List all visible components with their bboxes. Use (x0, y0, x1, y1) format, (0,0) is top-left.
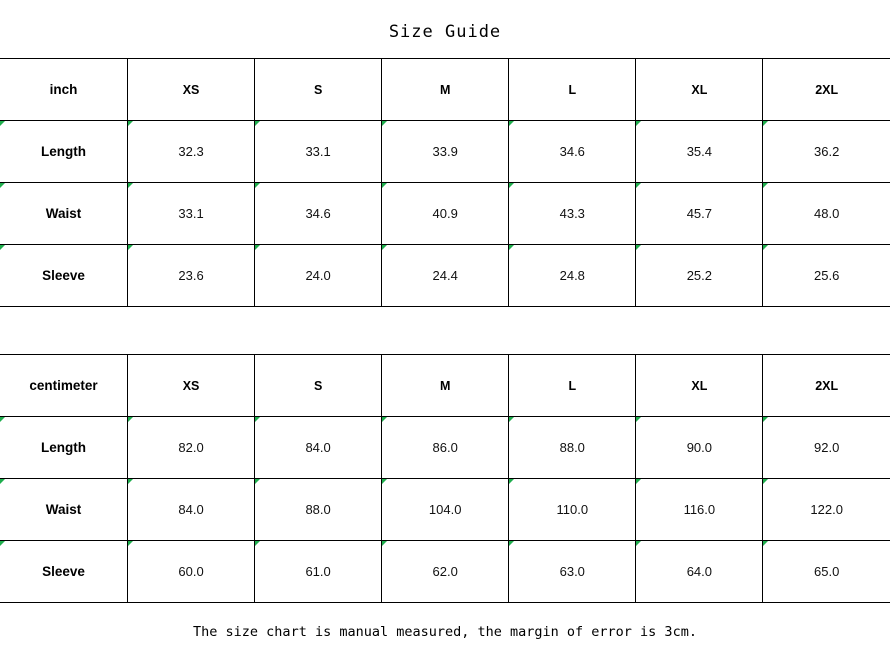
size-header-cm-xs: XS (128, 355, 255, 417)
cell-sleeve-xs: 23.6 (128, 245, 255, 307)
cell-cm-waist-2xl: 122.0 (763, 479, 890, 541)
size-header-s: S (255, 59, 382, 121)
cell-length-xl: 35.4 (636, 121, 763, 183)
size-header-cm-s: S (255, 355, 382, 417)
row-label-cm-sleeve: Sleeve (0, 541, 128, 603)
table-row (0, 121, 890, 183)
size-header-cm-2xl: 2XL (763, 355, 890, 417)
cell-sleeve-s: 24.0 (255, 245, 382, 307)
size-header-l: L (509, 59, 636, 121)
cell-cm-length-xs: 82.0 (128, 417, 255, 479)
cell-length-m: 33.9 (382, 121, 509, 183)
unit-label-centimeter: centimeter (0, 355, 128, 417)
table-row (0, 417, 890, 479)
size-header-xl: XL (636, 59, 763, 121)
cell-waist-2xl: 48.0 (763, 183, 890, 245)
table-row (0, 479, 890, 541)
size-header-2xl: 2XL (763, 59, 890, 121)
table-row (0, 183, 890, 245)
cell-waist-xs: 33.1 (128, 183, 255, 245)
cell-cm-length-2xl: 92.0 (763, 417, 890, 479)
cell-waist-xl: 45.7 (636, 183, 763, 245)
cell-cm-waist-m: 104.0 (382, 479, 509, 541)
cell-cm-sleeve-xs: 60.0 (128, 541, 255, 603)
row-label-length: Length (0, 121, 128, 183)
table-row (0, 541, 890, 603)
table-header-row (0, 355, 890, 417)
cell-sleeve-l: 24.8 (509, 245, 636, 307)
row-label-waist: Waist (0, 183, 128, 245)
cell-cm-sleeve-m: 62.0 (382, 541, 509, 603)
cell-cm-waist-xs: 84.0 (128, 479, 255, 541)
unit-label-inch: inch (0, 59, 128, 121)
cell-cm-waist-xl: 116.0 (636, 479, 763, 541)
cell-cm-waist-l: 110.0 (509, 479, 636, 541)
size-header-m: M (382, 59, 509, 121)
table-separator (0, 307, 890, 354)
cell-waist-l: 43.3 (509, 183, 636, 245)
size-table-centimeter (0, 354, 890, 603)
cell-length-s: 33.1 (255, 121, 382, 183)
cell-cm-sleeve-xl: 64.0 (636, 541, 763, 603)
size-header-xs: XS (128, 59, 255, 121)
cell-waist-s: 34.6 (255, 183, 382, 245)
table-header-row (0, 59, 890, 121)
cell-length-l: 34.6 (509, 121, 636, 183)
cell-cm-length-s: 84.0 (255, 417, 382, 479)
cell-cm-waist-s: 88.0 (255, 479, 382, 541)
page-title: Size Guide (388, 22, 502, 42)
cell-cm-sleeve-2xl: 65.0 (763, 541, 890, 603)
row-label-cm-waist: Waist (0, 479, 128, 541)
cell-length-xs: 32.3 (128, 121, 255, 183)
cell-sleeve-xl: 25.2 (636, 245, 763, 307)
cell-waist-m: 40.9 (382, 183, 509, 245)
cell-sleeve-2xl: 25.6 (763, 245, 890, 307)
cell-cm-length-xl: 90.0 (636, 417, 763, 479)
cell-cm-sleeve-s: 61.0 (255, 541, 382, 603)
row-label-cm-length: Length (0, 417, 128, 479)
measurement-note: The size chart is manual measured, the margin of error is 3cm. (193, 624, 697, 640)
size-header-cm-m: M (382, 355, 509, 417)
size-table-inch (0, 58, 890, 307)
size-header-cm-xl: XL (636, 355, 763, 417)
cell-cm-length-l: 88.0 (509, 417, 636, 479)
cell-sleeve-m: 24.4 (382, 245, 509, 307)
table-row (0, 245, 890, 307)
cell-cm-sleeve-l: 63.0 (509, 541, 636, 603)
cell-cm-length-m: 86.0 (382, 417, 509, 479)
size-header-cm-l: L (509, 355, 636, 417)
cell-length-2xl: 36.2 (763, 121, 890, 183)
row-label-sleeve: Sleeve (0, 245, 128, 307)
